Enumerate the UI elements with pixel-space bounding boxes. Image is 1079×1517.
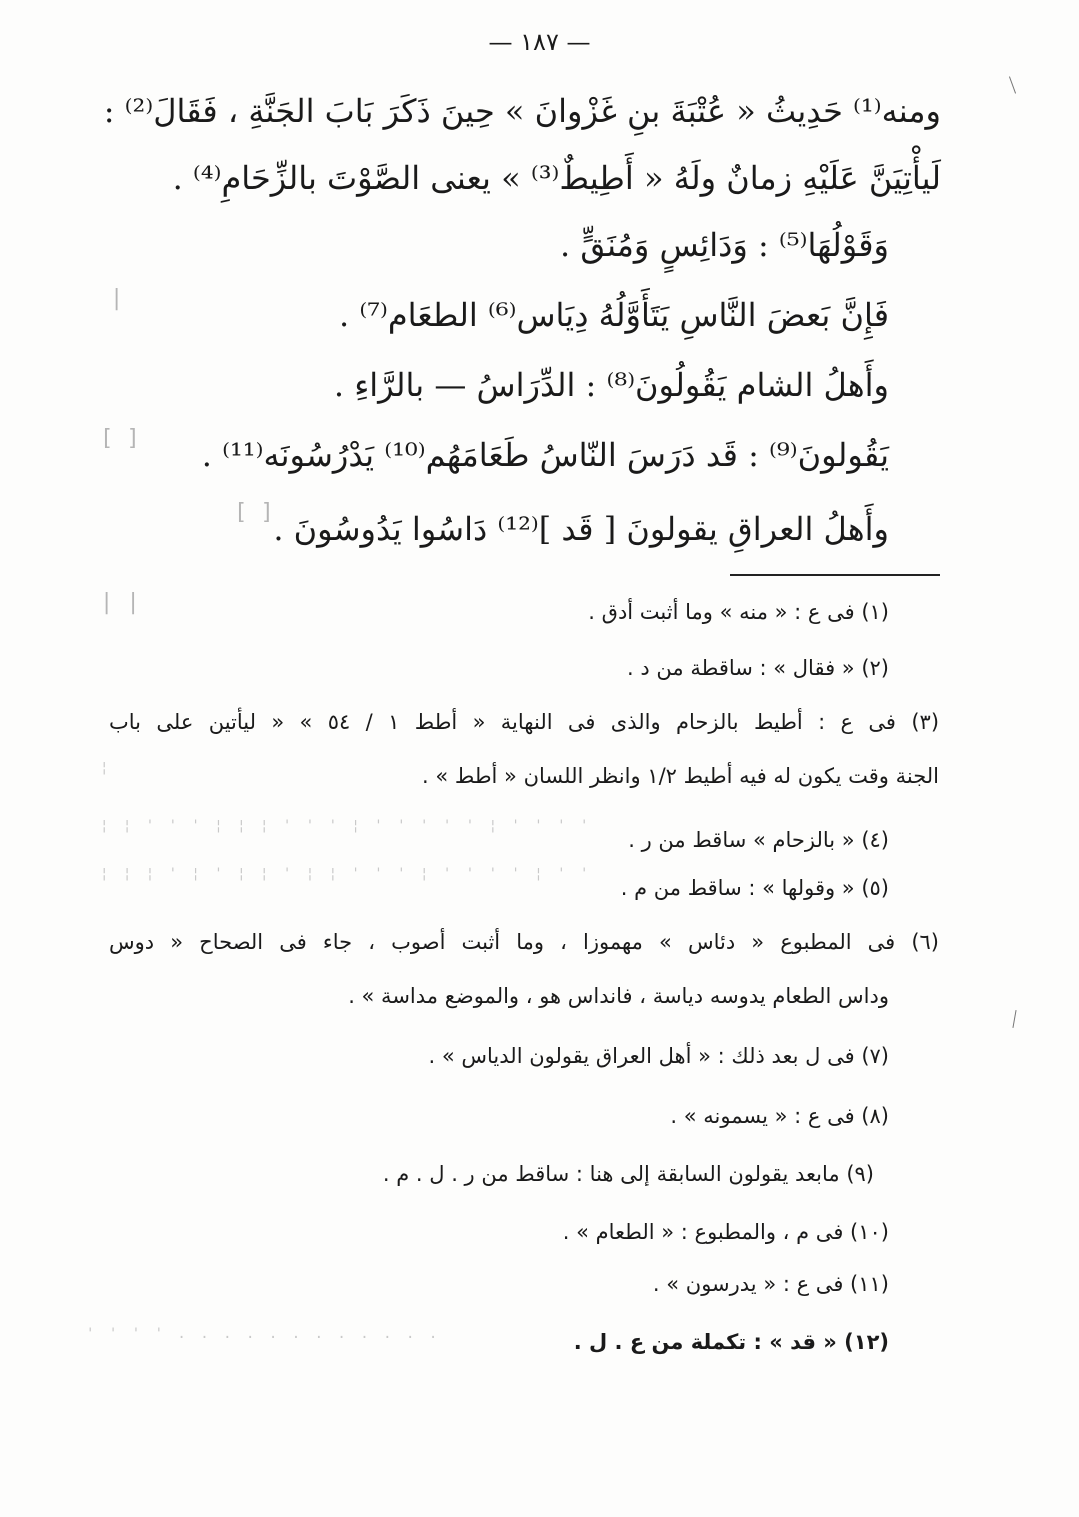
body-line-5: وأَهلُ الشام يَقُولُونَ⁽⁸⁾ : الدِّرَاسُ — بالرَّاءِ . xyxy=(333,366,889,404)
body-line-2: لَيأْتِيَنَّ عَلَيْهِ زمانٌ ولَهُ « أَطِيطٌ⁽³⁾ » يعنى الصَّوْتَ بالزِّحَامِ⁽⁴⁾ . xyxy=(172,159,941,197)
scan-mark: | | xyxy=(100,590,140,615)
footnote-6-continued: وداس الطعام يدوسه دياسة ، فانداس هو ، والموضع مداسة » . xyxy=(348,984,889,1008)
scan-mark xyxy=(1012,1010,1016,1028)
footnote-4: (٤) « بالزحام » ساقط من ر . xyxy=(628,828,889,852)
footnote-2: (٢) « فقال » : ساقطة من د . xyxy=(627,656,889,680)
footnote-3-continued: الجنة وقت يكون له فيه أطيط ١/٢ وانظر اللسان « أطط » . xyxy=(422,764,939,788)
body-line-4: فَإِنَّ بَعضَ النَّاسِ يَتَأَوَّلُهُ دِيَاس⁽⁶⁾ الطعَام⁽⁷⁾ . xyxy=(338,296,889,334)
footnote-3: (٣) فى ع : أطيط بالزحام والذى فى النهاية « أطط ١ / ٥٤ » « ليأتين على باب xyxy=(109,710,940,734)
body-line-7: وأَهلُ العراقِ يقولونَ [ قَد ]⁽¹²⁾ دَاسُوا يَدُوسُونَ . xyxy=(273,510,889,548)
footnote-10: (١٠) فى م ، والمطبوع : « الطعام » . xyxy=(562,1220,889,1244)
scan-mark: [ ] xyxy=(234,500,274,525)
footnote-9: (٩) مابعد يقولون السابقة إلى هنا : ساقط من ر . ل . م . xyxy=(382,1162,874,1186)
footnote-separator xyxy=(730,574,940,576)
footnote-11: (١١) فى ع : « يدرسون » . xyxy=(652,1272,889,1296)
scan-specks: ¦ ¦ ' ' ' ¦ ¦ ¦ ' ' ' ¦ ' ' ' ' ' ¦ ' ' ' ' xyxy=(100,818,592,834)
page-number: — ١٨٧ — xyxy=(488,28,591,56)
scan-specks: ¦ ¦ ¦ ' ¦ ' ¦ ¦ ' ¦ ¦ ' ' ' ¦ ' ' ' ' ¦ ' ' xyxy=(100,866,592,882)
footnote-5: (٥) « وقولها » : ساقط من م . xyxy=(620,876,889,900)
scan-mark: | xyxy=(110,286,124,311)
footnote-1: (١) فى ع : « منه » وما أثبت أدق . xyxy=(588,600,889,624)
body-line-6: يَقُولونَ⁽⁹⁾ : قَد دَرَسَ النّاسُ طَعَامَهُم⁽¹⁰⁾ يَدْرُسُونَه⁽¹¹⁾ . xyxy=(201,436,889,474)
body-line-1: ومنه⁽¹⁾ حَدِيثُ « عُتْبَةَ بنِ غَزْوانَ » حِينَ ذَكَرَ بَابَ الجَنَّةِ ، فَقَالَ⁽²⁾ : xyxy=(103,92,941,130)
scan-specks: ' ' ' ' . . . . . . . . . . . . xyxy=(86,1326,441,1342)
footnote-12: (١٢) « قد » : تكملة من ع . ل . xyxy=(573,1330,889,1354)
footnote-7: (٧) فى ل بعد ذلك : « أهل العراق يقولون الدياس » . xyxy=(428,1044,889,1068)
footnote-8: (٨) فى ع : « يسمونه » . xyxy=(670,1104,889,1128)
body-line-3: وَقَوْلُهَا⁽⁵⁾ : وَدَائِسٍ وَمُنَقٍّ . xyxy=(560,226,889,264)
scan-mark: [ ] xyxy=(100,426,140,451)
footnote-6: (٦) فى المطبوع « دئاس » مهموزا ، وما أثبت أصوب ، جاء فى الصحاح « دوس xyxy=(109,930,939,954)
scan-specks: ¦ xyxy=(100,760,112,776)
scan-mark xyxy=(1009,76,1016,93)
